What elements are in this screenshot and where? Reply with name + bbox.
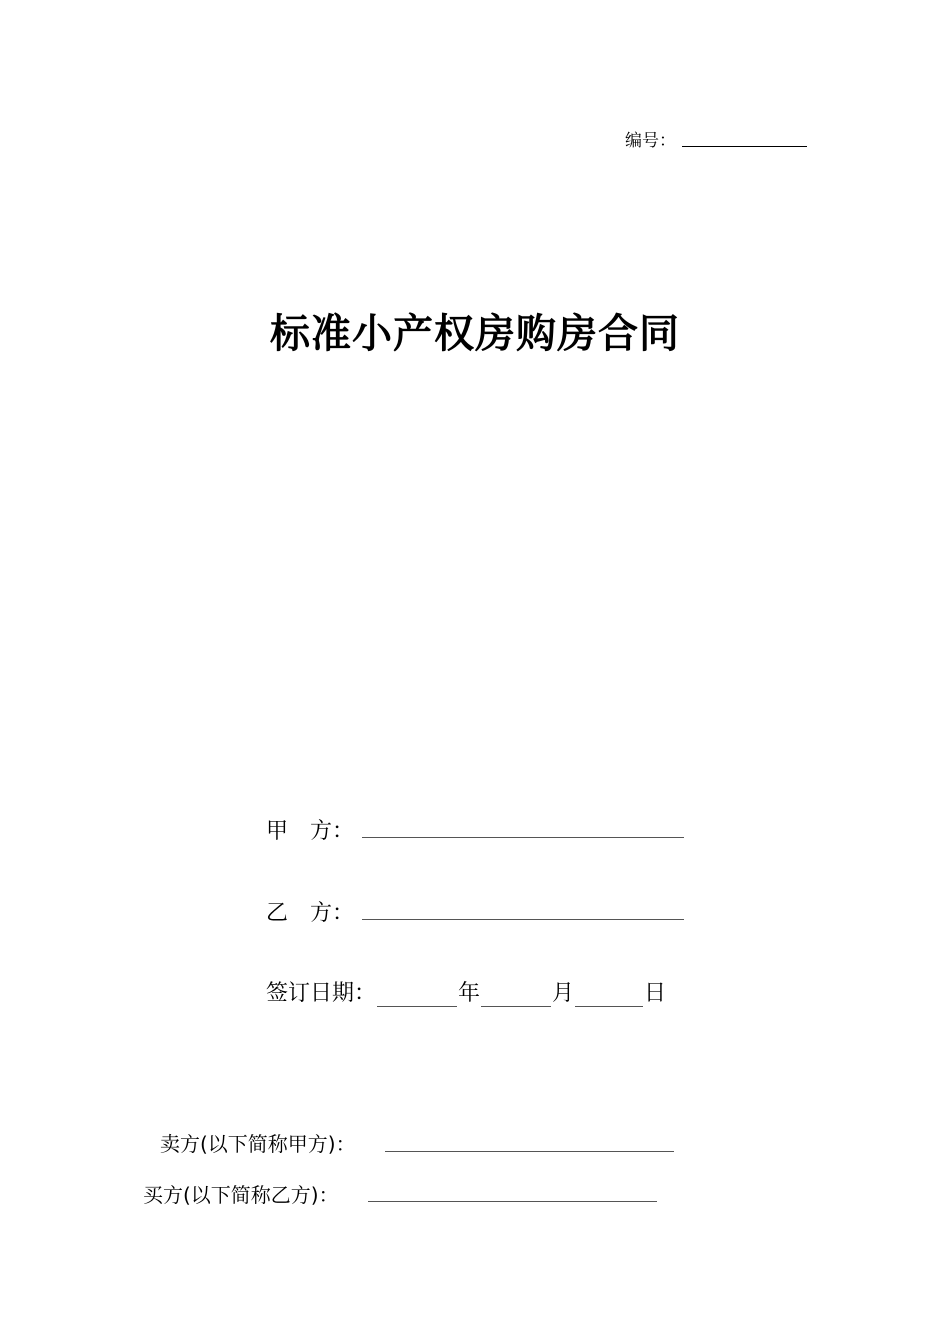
- buyer-label: 买方(以下简称乙方)：: [143, 1183, 339, 1207]
- document-title: 标准小产权房购房合同: [270, 310, 680, 357]
- year-label: 年: [458, 981, 481, 1006]
- party-a-field[interactable]: [362, 837, 684, 838]
- seller-field[interactable]: [385, 1151, 674, 1152]
- month-label: 月: [552, 981, 575, 1006]
- sign-month-field[interactable]: [481, 984, 551, 1007]
- sign-date-label: 签订日期：: [266, 981, 377, 1006]
- sign-day-field[interactable]: [575, 984, 643, 1007]
- sign-year-field[interactable]: [377, 984, 457, 1007]
- party-a-label: 甲 方：: [266, 819, 355, 844]
- sign-date-row: [266, 976, 666, 1007]
- day-label: 日: [644, 981, 667, 1006]
- party-b-field[interactable]: [362, 919, 684, 920]
- buyer-field[interactable]: [368, 1201, 657, 1202]
- party-b-label: 乙 方：: [266, 901, 355, 926]
- seller-label: 卖方(以下简称甲方)：: [160, 1132, 356, 1156]
- serial-number-field[interactable]: [682, 146, 807, 147]
- serial-number-label: 编号：: [625, 131, 676, 151]
